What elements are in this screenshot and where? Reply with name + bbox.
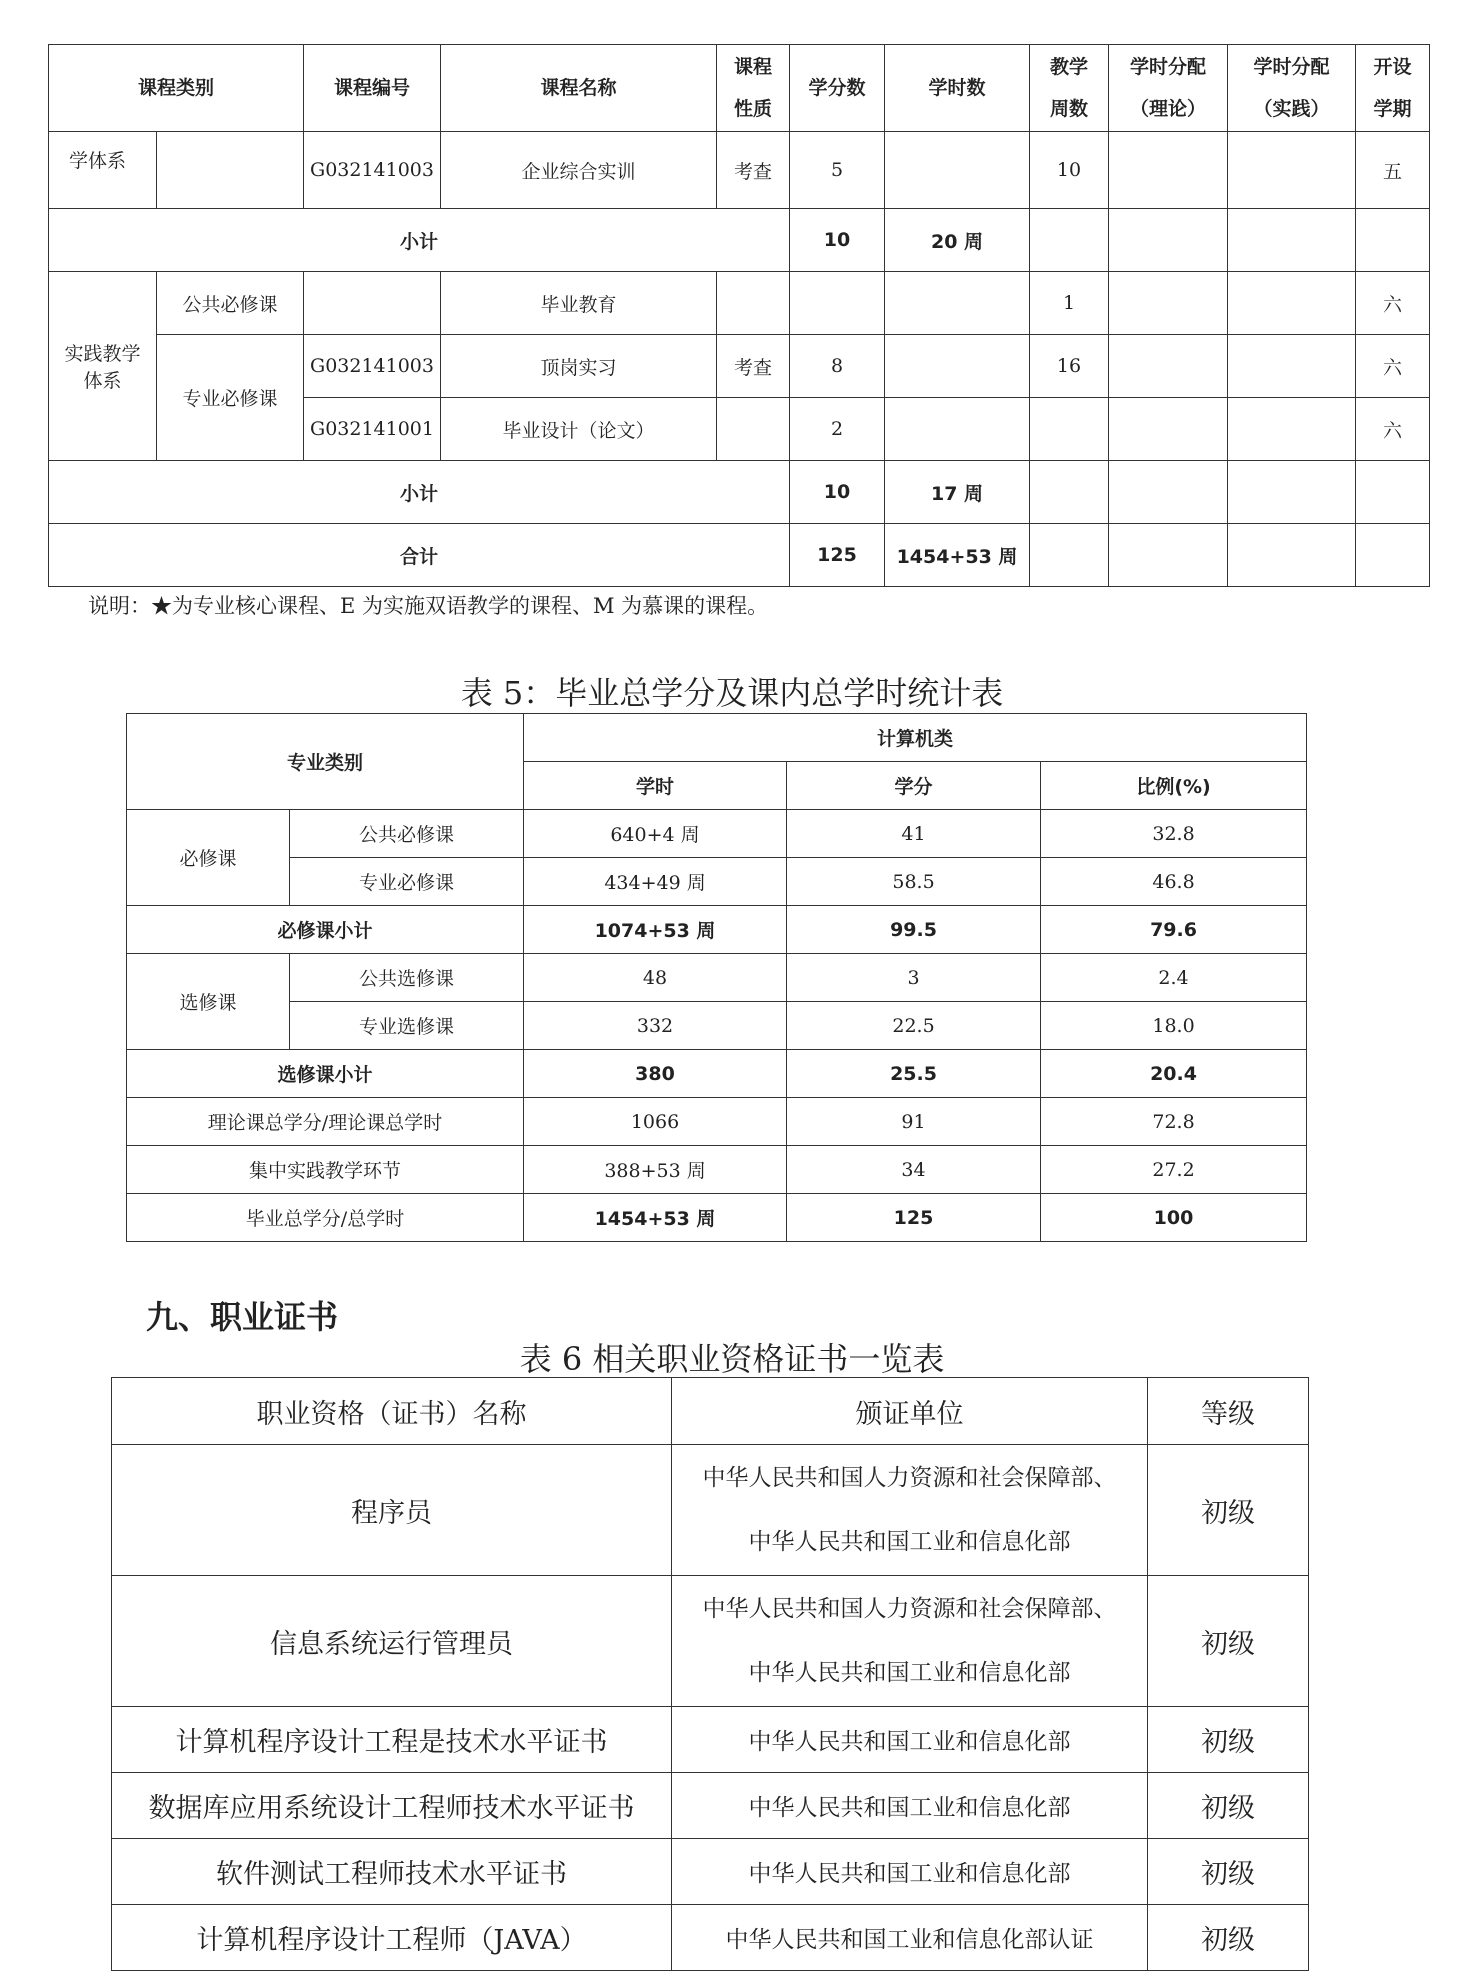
name-cell: 顶岗实习 xyxy=(441,335,717,398)
issuer-line: 中华人民共和国工业和信息化部 xyxy=(748,1529,1071,1555)
credit-summary-table xyxy=(126,713,1307,1242)
row-name: 公共选修课 xyxy=(290,954,524,1002)
ratio-cell: 32.8 xyxy=(1041,810,1307,858)
hours-cell: 1454+53 周 xyxy=(524,1194,787,1242)
issuer-line: 中华人民共和国工业和信息化部 xyxy=(748,1660,1071,1686)
total-row xyxy=(49,524,1430,587)
name-cell: 企业综合实训 xyxy=(441,132,717,209)
header-ratio: 比例(%) xyxy=(1041,762,1307,810)
hours-cell xyxy=(885,132,1030,209)
weeks-cell: 16 xyxy=(1030,335,1109,398)
table-row xyxy=(127,1146,1307,1194)
term-cell: 六 xyxy=(1356,272,1430,335)
header-issuer: 颁证单位 xyxy=(672,1378,1148,1445)
theory-cell xyxy=(1109,132,1228,209)
hours-cell: 1074+53 周 xyxy=(524,906,787,954)
header-term-text: 开设学期 xyxy=(1373,56,1412,120)
issuer-cell xyxy=(672,1576,1148,1707)
term-cell: 六 xyxy=(1356,335,1430,398)
row-name: 毕业总学分/总学时 xyxy=(127,1194,524,1242)
table-row xyxy=(112,1576,1309,1707)
header-code: 课程编号 xyxy=(304,45,441,132)
header-category: 课程类别 xyxy=(49,45,304,132)
level-cell: 初级 xyxy=(1148,1445,1309,1576)
issuer-cell xyxy=(672,1905,1148,1971)
row-name: 必修课小计 xyxy=(127,906,524,954)
subtotal-row xyxy=(127,906,1307,954)
credits-cell: 3 xyxy=(787,954,1041,1002)
term-cell: 五 xyxy=(1356,132,1430,209)
name-cell: 毕业教育 xyxy=(441,272,717,335)
row-name: 集中实践教学环节 xyxy=(127,1146,524,1194)
section-heading: 九、职业证书 xyxy=(146,1298,339,1336)
level-cell: 初级 xyxy=(1148,1707,1309,1773)
subtotal-hours: 20 周 xyxy=(885,209,1030,272)
header-group: 计算机类 xyxy=(524,714,1307,762)
table-row xyxy=(112,1773,1309,1839)
table-row xyxy=(112,1445,1309,1576)
header-category: 专业类别 xyxy=(127,714,524,810)
issuer-line: 中华人民共和国工业和信息化部认证 xyxy=(725,1927,1094,1953)
ratio-cell: 2.4 xyxy=(1041,954,1307,1002)
table6-caption: 表 6 相关职业资格证书一览表 xyxy=(519,1340,945,1378)
hours-cell: 388+53 周 xyxy=(524,1146,787,1194)
table-row xyxy=(112,1839,1309,1905)
total-label: 合计 xyxy=(49,524,790,587)
nature-cell: 考查 xyxy=(717,335,790,398)
header-practice xyxy=(1228,45,1356,132)
header-credits: 学分 xyxy=(787,762,1041,810)
header-hours: 学时数 xyxy=(885,45,1030,132)
sub-cell: 专业必修课 xyxy=(157,335,304,461)
issuer-cell xyxy=(672,1773,1148,1839)
header-weeks xyxy=(1030,45,1109,132)
table-header-row xyxy=(112,1378,1309,1445)
header-term xyxy=(1356,45,1430,132)
subtotal-label: 小计 xyxy=(49,209,790,272)
hours-cell: 640+4 周 xyxy=(524,810,787,858)
practice-group-cell: 实践教学体系 xyxy=(49,272,157,461)
header-name: 职业资格（证书）名称 xyxy=(112,1378,672,1445)
level-cell: 初级 xyxy=(1148,1905,1309,1971)
header-level: 等级 xyxy=(1148,1378,1309,1445)
issuer-line: 中华人民共和国人力资源和社会保障部、 xyxy=(702,1596,1117,1622)
table-row xyxy=(127,858,1307,906)
issuer-cell xyxy=(672,1707,1148,1773)
sub-cell: 公共必修课 xyxy=(157,272,304,335)
subtotal-hours: 17 周 xyxy=(885,461,1030,524)
nature-cell: 考查 xyxy=(717,132,790,209)
issuer-cell xyxy=(672,1839,1148,1905)
cert-name: 计算机程序设计工程师（JAVA） xyxy=(112,1905,672,1971)
row-name: 专业选修课 xyxy=(290,1002,524,1050)
subtotal-label: 小计 xyxy=(49,461,790,524)
credits-cell: 2 xyxy=(790,398,885,461)
header-hours: 学时 xyxy=(524,762,787,810)
hours-cell: 48 xyxy=(524,954,787,1002)
code-cell: G032141003 xyxy=(304,335,441,398)
table5-caption: 表 5：毕业总学分及课内总学时统计表 xyxy=(460,674,1004,712)
credits-cell: 41 xyxy=(787,810,1041,858)
credits-cell: 22.5 xyxy=(787,1002,1041,1050)
ratio-cell: 79.6 xyxy=(1041,906,1307,954)
subtotal-row xyxy=(49,209,1430,272)
name-cell: 毕业设计（论文） xyxy=(441,398,717,461)
cert-name: 信息系统运行管理员 xyxy=(112,1576,672,1707)
table-note: 说明：★为专业核心课程、E 为实施双语教学的课程、M 为慕课的课程。 xyxy=(88,594,769,618)
ratio-cell: 27.2 xyxy=(1041,1146,1307,1194)
subtotal-row xyxy=(127,1050,1307,1098)
group-label: 必修课 xyxy=(127,810,290,906)
credits-cell: 99.5 xyxy=(787,906,1041,954)
header-weeks-text: 教学周数 xyxy=(1050,56,1089,120)
code-cell xyxy=(304,272,441,335)
hours-cell: 1066 xyxy=(524,1098,787,1146)
level-cell: 初级 xyxy=(1148,1576,1309,1707)
table-header-row xyxy=(49,45,1430,132)
row-name: 专业必修课 xyxy=(290,858,524,906)
header-name: 课程名称 xyxy=(441,45,717,132)
credits-cell: 34 xyxy=(787,1146,1041,1194)
credits-cell: 125 xyxy=(787,1194,1041,1242)
header-nature-text: 课程性质 xyxy=(734,56,773,120)
row-name: 选修课小计 xyxy=(127,1050,524,1098)
code-cell: G032141003 xyxy=(304,132,441,209)
table-row xyxy=(127,1098,1307,1146)
table-row xyxy=(127,810,1307,858)
term-cell: 六 xyxy=(1356,398,1430,461)
category-cell: 学体系 xyxy=(49,132,157,209)
cert-name: 数据库应用系统设计工程师技术水平证书 xyxy=(112,1773,672,1839)
ratio-cell: 18.0 xyxy=(1041,1002,1307,1050)
level-cell: 初级 xyxy=(1148,1773,1309,1839)
header-line: 学时分配 xyxy=(1253,56,1330,78)
ratio-cell: 72.8 xyxy=(1041,1098,1307,1146)
header-nature xyxy=(717,45,790,132)
hours-cell: 380 xyxy=(524,1050,787,1098)
sub-cell xyxy=(157,132,304,209)
hours-cell: 434+49 周 xyxy=(524,858,787,906)
group-label: 选修课 xyxy=(127,954,290,1050)
ratio-cell: 46.8 xyxy=(1041,858,1307,906)
header-line: （实践） xyxy=(1253,98,1330,120)
weeks-cell: 10 xyxy=(1030,132,1109,209)
issuer-line: 中华人民共和国工业和信息化部 xyxy=(748,1861,1071,1887)
row-name: 公共必修课 xyxy=(290,810,524,858)
header-credits: 学分数 xyxy=(790,45,885,132)
certificate-table xyxy=(111,1377,1309,1971)
subtotal-credits: 10 xyxy=(790,461,885,524)
weeks-cell: 1 xyxy=(1030,272,1109,335)
total-hours: 1454+53 周 xyxy=(885,524,1030,587)
level-cell: 初级 xyxy=(1148,1839,1309,1905)
subtotal-row xyxy=(49,461,1430,524)
issuer-cell xyxy=(672,1445,1148,1576)
table-row xyxy=(127,1002,1307,1050)
table-row xyxy=(49,335,1430,398)
cert-name: 计算机程序设计工程是技术水平证书 xyxy=(112,1707,672,1773)
table-row xyxy=(49,272,1430,335)
issuer-line: 中华人民共和国工业和信息化部 xyxy=(748,1795,1071,1821)
table-row xyxy=(112,1707,1309,1773)
credits-cell: 91 xyxy=(787,1098,1041,1146)
issuer-line: 中华人民共和国人力资源和社会保障部、 xyxy=(702,1465,1117,1491)
table-row xyxy=(49,132,1430,209)
course-table xyxy=(48,44,1430,587)
hours-cell: 332 xyxy=(524,1002,787,1050)
cert-name: 程序员 xyxy=(112,1445,672,1576)
header-line: 学时分配 xyxy=(1130,56,1207,78)
ratio-cell: 100 xyxy=(1041,1194,1307,1242)
header-line: （理论） xyxy=(1130,98,1207,120)
table-row xyxy=(127,954,1307,1002)
practice-cell xyxy=(1228,132,1356,209)
row-name: 理论课总学分/理论课总学时 xyxy=(127,1098,524,1146)
total-row xyxy=(127,1194,1307,1242)
header-theory xyxy=(1109,45,1228,132)
ratio-cell: 20.4 xyxy=(1041,1050,1307,1098)
issuer-line: 中华人民共和国工业和信息化部 xyxy=(748,1729,1071,1755)
table-row xyxy=(112,1905,1309,1971)
credits-cell: 25.5 xyxy=(787,1050,1041,1098)
cert-name: 软件测试工程师技术水平证书 xyxy=(112,1839,672,1905)
credits-cell: 8 xyxy=(790,335,885,398)
subtotal-credits: 10 xyxy=(790,209,885,272)
total-credits: 125 xyxy=(790,524,885,587)
credits-cell: 5 xyxy=(790,132,885,209)
credits-cell: 58.5 xyxy=(787,858,1041,906)
code-cell: G032141001 xyxy=(304,398,441,461)
